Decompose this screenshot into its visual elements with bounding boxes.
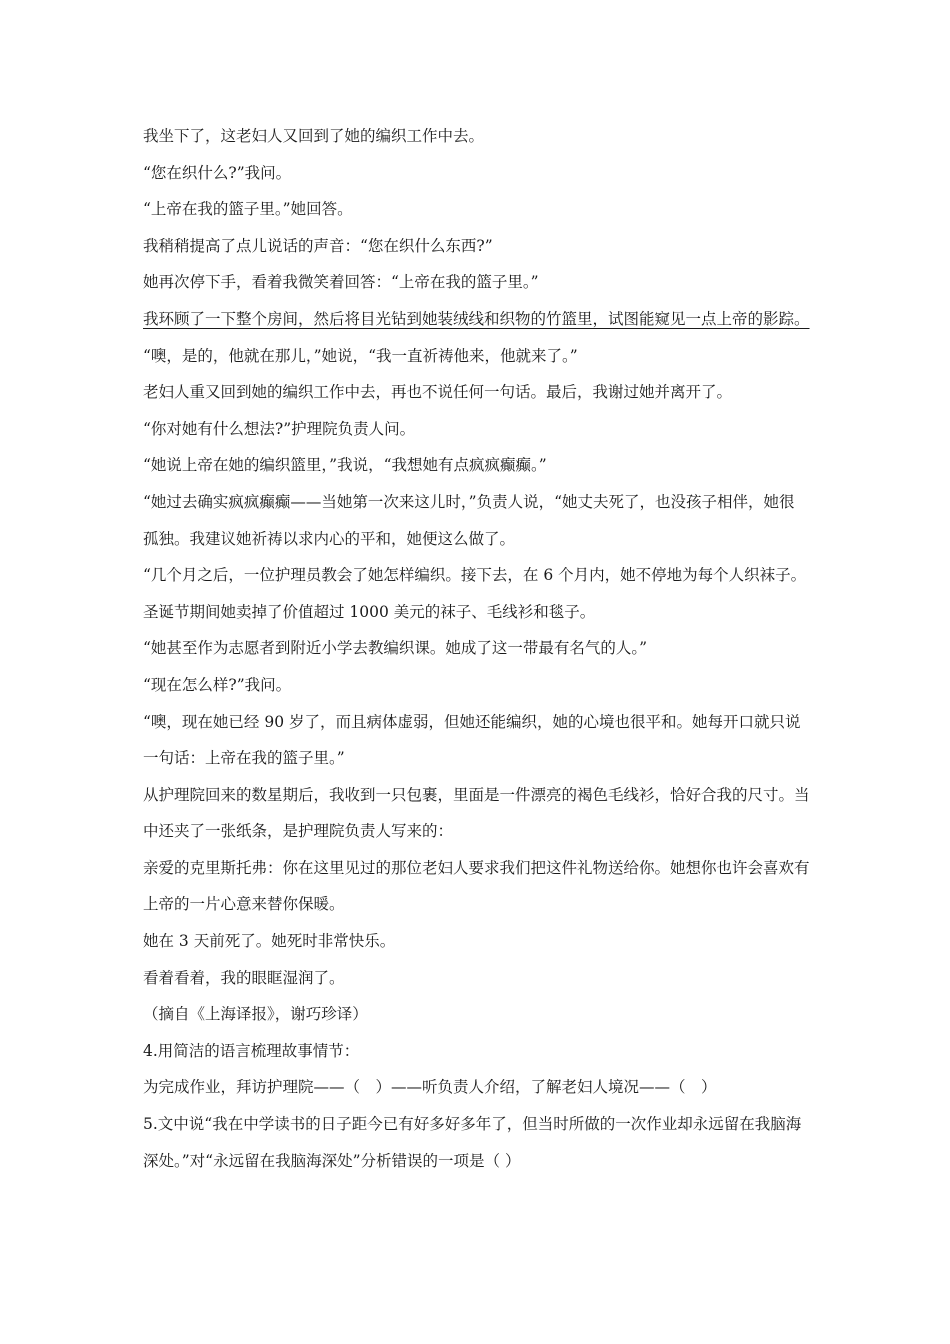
paragraph-10: “她说上帝在她的编织篮里，”我说，“我想她有点疯疯癫癫。” xyxy=(143,456,547,475)
paragraph-8: 老妇人重又回到她的编织工作中去，再也不说任何一句话。最后，我谢过她并离开了。 xyxy=(143,383,733,402)
paragraph-13: “她甚至作为志愿者到附近小学去教编织课。她成了这一带最有名气的人。” xyxy=(143,639,648,658)
paragraph-15: “噢，现在她已经 90 岁了，而且病体虚弱，但她还能编织，她的心境也很平和。她每开口就只说一句话：上帝在我的篮子里。” xyxy=(143,712,801,768)
paragraph-18: 她在 3 天前死了。她死时非常快乐。 xyxy=(143,932,396,951)
paragraph-3: “上帝在我的篮子里。”她回答。 xyxy=(143,200,353,219)
question-4: 4.用简洁的语言梳理故事情节： xyxy=(143,1041,360,1060)
paragraph-4: 我稍稍提高了点儿说话的声音：“您在织什么东西?” xyxy=(143,236,493,255)
paragraph-14: “现在怎么样?”我问。 xyxy=(143,675,292,694)
letter-paragraph: 亲爱的克里斯托弗：你在这里见过的那位老妇人要求我们把这件礼物送给你。她想你也许会喜欢有上帝的一片心意来替你保暖。 xyxy=(143,858,810,914)
paragraph-2: “您在织什么?”我问。 xyxy=(143,163,292,182)
paragraph-19: 看着看着，我的眼眶湿润了。 xyxy=(143,968,345,987)
paragraph-11: “她过去确实疯疯癫癫——当她第一次来这儿时，”负责人说，“她丈夫死了，也没孩子相伴，她很孤独。我建议她祈祷以求内心的平和，她便这么做了。 xyxy=(143,492,795,548)
paragraph-7: “噢，是的，他就在那儿，”她说，“我一直祈祷他来，他就来了。” xyxy=(143,346,578,365)
paragraph-9: “你对她有什么想法?”护理院负责人问。 xyxy=(143,419,416,438)
paragraph-12: “几个月之后，一位护理员教会了她怎样编织。接下去，在 6 个月内，她不停地为每个人织袜子。圣诞节期间她卖掉了价值超过 1000 美元的袜子、毛线衫和毯子。 xyxy=(143,566,807,621)
paragraph-1: 我坐下了，这老妇人又回到了她的编织工作中去。 xyxy=(143,127,485,145)
question-5: 5.文中说“我在中学读书的日子距今已有好多好多年了，但当时所做的一次作业却永远留在我脑海深处。”对“永远留在我脑海深处”分析错误的一项是（ ） xyxy=(143,1115,802,1170)
question-4-prompt: 为完成作业，拜访护理院——（ ）——听负责人介绍，了解老妇人境况——（ ） xyxy=(143,1078,717,1097)
paragraph-16: 从护理院回来的数星期后，我收到一只包裹，里面是一件漂亮的褐色毛线衫，恰好合我的尺寸。当中还夹了一张纸条，是护理院负责人写来的： xyxy=(143,785,810,841)
paragraph-5: 她再次停下手，看着我微笑着回答：“上帝在我的篮子里。” xyxy=(143,273,539,292)
source-citation: （摘自《上海译报》，谢巧珍译） xyxy=(143,1005,368,1024)
underlined-paragraph: 我环顾了一下整个房间，然后将目光钻到她装绒线和织物的竹篮里，试图能窥见一点上帝的影踪。 xyxy=(143,309,810,328)
